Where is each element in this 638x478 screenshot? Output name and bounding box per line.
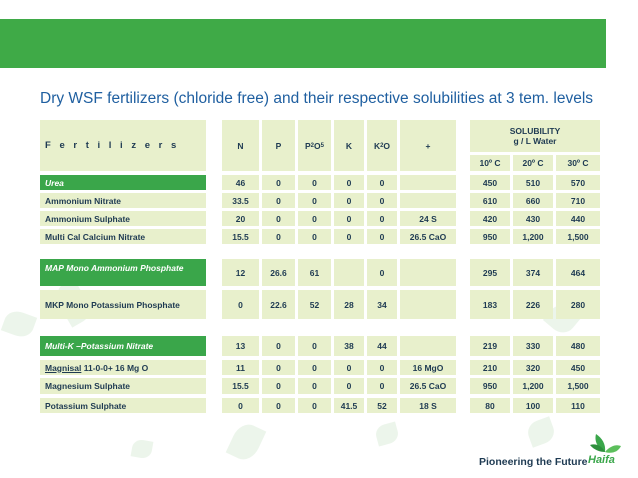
table-cell-plus [400, 193, 456, 208]
table-cell-n: 46 [222, 175, 259, 190]
table-cell-p2o5: 0 [298, 193, 331, 208]
column-header-p2o5 [298, 120, 331, 171]
column-header-t30: 30º C [556, 155, 600, 171]
fertilizer-name-prefix: MAP [45, 263, 64, 273]
table-cell-k: 38 [334, 336, 364, 356]
decorative-leaf [1, 308, 37, 341]
header-subscript: 5 [320, 142, 324, 149]
table-cell-p: 0 [262, 378, 295, 394]
column-header-fertilizers: F e r t i l i z e r s [40, 120, 206, 171]
table-cell-n: 0 [222, 398, 259, 413]
fertilizer-name: MKP Mono Potassium Phosphate [40, 290, 206, 319]
table-cell-s30: 1,500 [556, 229, 600, 244]
fertilizer-name: Urea [40, 175, 206, 190]
table-cell-p2o5: 0 [298, 360, 331, 375]
table-cell-s30: 110 [556, 398, 600, 413]
header-text: K [373, 140, 381, 151]
table-cell-k: 0 [334, 229, 364, 244]
fertilizer-name-rest: Mono Ammonium Phosphate [63, 263, 184, 273]
table-cell-s10: 219 [470, 336, 510, 356]
column-header-plus: + [400, 120, 456, 171]
table-cell-s20: 510 [513, 175, 553, 190]
table-cell-k2o: 0 [367, 378, 397, 394]
table-cell-k: 0 [334, 193, 364, 208]
solubility-title: SOLUBILITY [509, 126, 561, 136]
table-cell-p: 0 [262, 336, 295, 356]
table-cell-n: 11 [222, 360, 259, 375]
fertilizer-name: Ammonium Nitrate [40, 193, 206, 208]
header-text: O [383, 140, 391, 151]
table-cell-n: 33.5 [222, 193, 259, 208]
header-subscript: 2 [310, 142, 315, 149]
table-cell-k: 0 [334, 175, 364, 190]
fertilizer-name: Potassium Sulphate [40, 398, 206, 413]
table-cell-s20: 660 [513, 193, 553, 208]
table-cell-p2o5: 0 [298, 229, 331, 244]
table-cell-s10: 610 [470, 193, 510, 208]
table-cell-s30: 464 [556, 259, 600, 286]
table-cell-n: 0 [222, 290, 259, 319]
table-cell-s10: 295 [470, 259, 510, 286]
table-cell-s20: 330 [513, 336, 553, 356]
header-banner [0, 19, 606, 68]
table-cell-k2o: 0 [367, 193, 397, 208]
table-cell-s30: 710 [556, 193, 600, 208]
haifa-logo-text: Haifa [588, 454, 615, 466]
decorative-leaf [131, 438, 154, 459]
table-cell-p: 22.6 [262, 290, 295, 319]
table-cell-s30: 480 [556, 336, 600, 356]
column-header-n: N [222, 120, 259, 171]
column-header-p: P [262, 120, 295, 171]
fertilizer-name-prefix: Magnisal [45, 362, 82, 373]
fertilizer-name: Magnesium Sulphate [40, 378, 206, 394]
table-cell-s10: 950 [470, 229, 510, 244]
header-subscript: 2 [380, 142, 384, 149]
table-cell-s10: 450 [470, 175, 510, 190]
fertilizer-name-prefix: Multi-K [45, 341, 74, 351]
table-cell-s30: 440 [556, 211, 600, 226]
table-cell-s20: 320 [513, 360, 553, 375]
table-cell-plus: 16 MgO [400, 360, 456, 375]
table-cell-s20: 1,200 [513, 229, 553, 244]
fertilizer-name [40, 259, 206, 286]
table-cell-k2o: 0 [367, 211, 397, 226]
fertilizer-name: Multi Cal Calcium Nitrate [40, 229, 206, 244]
column-header-t20: 20º C [513, 155, 553, 171]
table-cell-k: 28 [334, 290, 364, 319]
table-cell-s10: 420 [470, 211, 510, 226]
table-cell-n: 15.5 [222, 378, 259, 394]
table-cell-plus [400, 259, 456, 286]
fertilizer-name-rest: –Potassium Nitrate [73, 341, 154, 351]
table-cell-plus: 26.5 CaO [400, 229, 456, 244]
table-cell-p2o5: 0 [298, 211, 331, 226]
fertilizer-name [40, 360, 206, 375]
table-cell-p2o5: 52 [298, 290, 331, 319]
table-cell-k: 41.5 [334, 398, 364, 413]
table-cell-s20: 374 [513, 259, 553, 286]
table-cell-p: 26.6 [262, 259, 295, 286]
table-cell-p2o5: 0 [298, 175, 331, 190]
column-header-k2o [367, 120, 397, 171]
table-cell-plus: 24 S [400, 211, 456, 226]
table-cell-p: 0 [262, 211, 295, 226]
decorative-leaf [374, 421, 400, 446]
table-cell-s10: 950 [470, 378, 510, 394]
table-cell-p: 0 [262, 229, 295, 244]
table-cell-k2o: 52 [367, 398, 397, 413]
page-title: Dry WSF fertilizers (chloride free) and their respective solubilities at 3 tem. levels [40, 90, 594, 107]
table-cell-s30: 1,500 [556, 378, 600, 394]
table-cell-s30: 570 [556, 175, 600, 190]
table-cell-p2o5: 0 [298, 398, 331, 413]
table-cell-k2o: 0 [367, 175, 397, 190]
table-cell-k2o: 44 [367, 336, 397, 356]
table-cell-p2o5: 0 [298, 336, 331, 356]
fertilizer-name [40, 336, 206, 356]
table-cell-k2o: 34 [367, 290, 397, 319]
table-cell-p: 0 [262, 360, 295, 375]
fertilizer-name: Ammonium Sulphate [40, 211, 206, 226]
table-cell-k [334, 259, 364, 286]
table-cell-s20: 430 [513, 211, 553, 226]
table-cell-plus: 26.5 CaO [400, 378, 456, 394]
table-cell-n: 13 [222, 336, 259, 356]
table-cell-plus [400, 290, 456, 319]
column-header-t10: 10º C [470, 155, 510, 171]
table-cell-p: 0 [262, 398, 295, 413]
table-cell-s30: 450 [556, 360, 600, 375]
table-cell-s10: 80 [470, 398, 510, 413]
table-cell-plus [400, 336, 456, 356]
table-cell-s20: 1,200 [513, 378, 553, 394]
table-cell-s20: 100 [513, 398, 553, 413]
table-cell-k2o: 0 [367, 259, 397, 286]
table-cell-n: 12 [222, 259, 259, 286]
column-header-solubility [470, 120, 600, 152]
table-cell-p2o5: 61 [298, 259, 331, 286]
table-cell-plus [400, 175, 456, 190]
footer-tagline: Pioneering the Future [479, 456, 588, 468]
table-cell-plus: 18 S [400, 398, 456, 413]
table-cell-k: 0 [334, 378, 364, 394]
table-cell-k: 0 [334, 360, 364, 375]
table-cell-p2o5: 0 [298, 378, 331, 394]
fertilizer-name-rest: 11-0-0+ 16 Mg O [81, 362, 149, 373]
decorative-leaf [525, 416, 558, 447]
solubility-unit: g / L Water [513, 136, 557, 146]
header-text: P [305, 140, 311, 151]
decorative-leaf [226, 420, 267, 464]
table-cell-s10: 210 [470, 360, 510, 375]
table-cell-p: 0 [262, 175, 295, 190]
table-cell-n: 20 [222, 211, 259, 226]
table-cell-s10: 183 [470, 290, 510, 319]
table-cell-k2o: 0 [367, 229, 397, 244]
table-cell-s20: 226 [513, 290, 553, 319]
column-header-k: K [334, 120, 364, 171]
table-cell-k2o: 0 [367, 360, 397, 375]
table-cell-s30: 280 [556, 290, 600, 319]
table-cell-n: 15.5 [222, 229, 259, 244]
table-cell-p: 0 [262, 193, 295, 208]
table-cell-k: 0 [334, 211, 364, 226]
header-text: O [314, 140, 321, 151]
